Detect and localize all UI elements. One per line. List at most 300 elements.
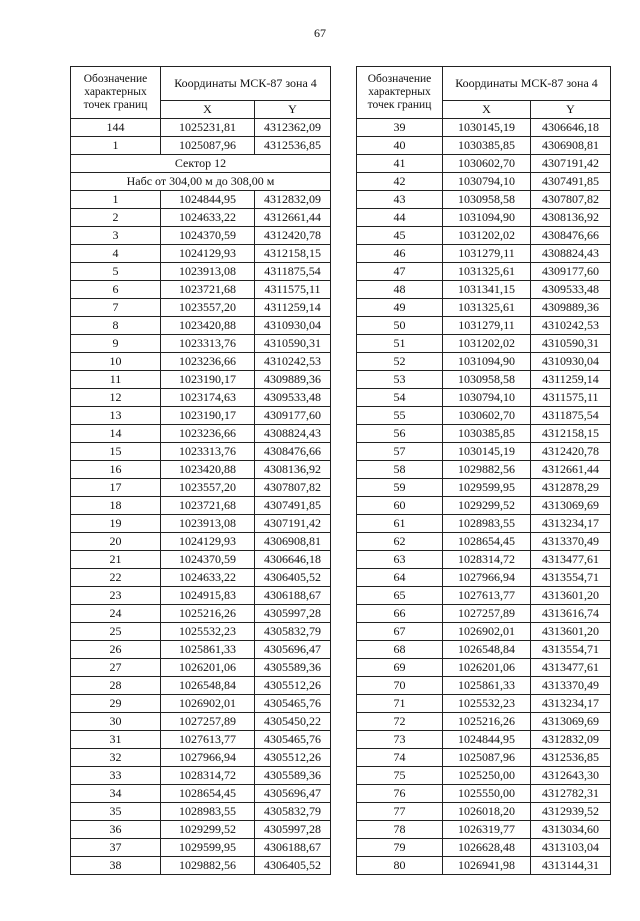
x-coordinate-cell: 1028314,72 <box>161 767 255 785</box>
y-coordinate-cell: 4308136,92 <box>531 209 611 227</box>
x-coordinate-cell: 1023190,17 <box>161 371 255 389</box>
table-row <box>357 659 611 677</box>
y-coordinate-cell: 4305832,79 <box>255 623 331 641</box>
table-row <box>71 533 331 551</box>
x-coordinate-cell: 1027613,77 <box>161 731 255 749</box>
y-coordinate-cell: 4307191,42 <box>531 155 611 173</box>
y-coordinate-cell: 4312420,78 <box>531 443 611 461</box>
y-coordinate-cell: 4310242,53 <box>531 317 611 335</box>
table-row <box>71 551 331 569</box>
x-coordinate-cell: 1029882,56 <box>443 461 531 479</box>
y-coordinate-cell: 4305589,36 <box>255 659 331 677</box>
point-number-cell: 30 <box>71 713 161 731</box>
x-coordinate-cell: 1030602,70 <box>443 407 531 425</box>
y-coordinate-cell: 4305450,22 <box>255 713 331 731</box>
x-coordinate-cell: 1031279,11 <box>443 245 531 263</box>
table-row <box>71 821 331 839</box>
x-coordinate-cell: 1023557,20 <box>161 299 255 317</box>
table-row <box>357 281 611 299</box>
x-coordinate-cell: 1031325,61 <box>443 263 531 281</box>
x-coordinate-cell: 1024915,83 <box>161 587 255 605</box>
point-number-cell: 16 <box>71 461 161 479</box>
point-number-cell: 61 <box>357 515 443 533</box>
point-number-cell: 50 <box>357 317 443 335</box>
x-coordinate-cell: 1025231,81 <box>161 119 255 137</box>
point-number-cell: 47 <box>357 263 443 281</box>
x-coordinate-cell: 1025532,23 <box>443 695 531 713</box>
table-row <box>357 425 611 443</box>
table-row <box>71 857 331 875</box>
y-coordinate-cell: 4308476,66 <box>531 227 611 245</box>
y-coordinate-cell: 4311875,54 <box>255 263 331 281</box>
table-row <box>357 569 611 587</box>
x-coordinate-cell: 1028983,55 <box>443 515 531 533</box>
point-number-cell: 20 <box>71 533 161 551</box>
section-title: Сектор 12 <box>71 155 331 173</box>
y-coordinate-cell: 4311259,14 <box>531 371 611 389</box>
point-number-cell: 73 <box>357 731 443 749</box>
x-coordinate-cell: 1023174,63 <box>161 389 255 407</box>
y-coordinate-cell: 4312643,30 <box>531 767 611 785</box>
y-coordinate-cell: 4313601,20 <box>531 623 611 641</box>
point-number-cell: 24 <box>71 605 161 623</box>
y-coordinate-cell: 4307491,85 <box>531 173 611 191</box>
y-coordinate-cell: 4308136,92 <box>255 461 331 479</box>
table-row <box>71 137 331 155</box>
x-coordinate-cell: 1029882,56 <box>161 857 255 875</box>
y-coordinate-cell: 4306646,18 <box>531 119 611 137</box>
table-row <box>357 299 611 317</box>
table-row <box>71 713 331 731</box>
y-coordinate-cell: 4312158,15 <box>255 245 331 263</box>
table-row <box>357 335 611 353</box>
x-coordinate-cell: 1023721,68 <box>161 497 255 515</box>
point-number-cell: 25 <box>71 623 161 641</box>
y-coordinate-cell: 4313554,71 <box>531 569 611 587</box>
table-row <box>357 857 611 875</box>
header-coords: Координаты МСК-87 зона 4 <box>443 67 611 101</box>
table-row <box>357 749 611 767</box>
table-row <box>71 191 331 209</box>
y-coordinate-cell: 4311575,11 <box>531 389 611 407</box>
point-number-cell: 68 <box>357 641 443 659</box>
point-number-cell: 23 <box>71 587 161 605</box>
point-number-cell: 5 <box>71 263 161 281</box>
point-number-cell: 19 <box>71 515 161 533</box>
header-coords: Координаты МСК-87 зона 4 <box>161 67 331 101</box>
table-row <box>357 407 611 425</box>
y-coordinate-cell: 4311875,54 <box>531 407 611 425</box>
point-number-cell: 80 <box>357 857 443 875</box>
y-coordinate-cell: 4313103,04 <box>531 839 611 857</box>
point-number-cell: 49 <box>357 299 443 317</box>
x-coordinate-cell: 1025216,26 <box>161 605 255 623</box>
point-number-cell: 41 <box>357 155 443 173</box>
table-row <box>71 479 331 497</box>
header-x: X <box>161 101 255 119</box>
x-coordinate-cell: 1026902,01 <box>443 623 531 641</box>
table-row <box>357 173 611 191</box>
y-coordinate-cell: 4305997,28 <box>255 821 331 839</box>
y-coordinate-cell: 4307191,42 <box>255 515 331 533</box>
point-number-cell: 66 <box>357 605 443 623</box>
table-row <box>71 335 331 353</box>
x-coordinate-cell: 1023557,20 <box>161 479 255 497</box>
x-coordinate-cell: 1025861,33 <box>443 677 531 695</box>
point-number-cell: 63 <box>357 551 443 569</box>
coordinates-table-left <box>70 66 331 875</box>
table-row <box>71 749 331 767</box>
y-coordinate-cell: 4305512,26 <box>255 677 331 695</box>
table-row <box>71 407 331 425</box>
x-coordinate-cell: 1029599,95 <box>443 479 531 497</box>
y-coordinate-cell: 4313477,61 <box>531 659 611 677</box>
point-number-cell: 36 <box>71 821 161 839</box>
x-coordinate-cell: 1025532,23 <box>161 623 255 641</box>
x-coordinate-cell: 1027257,89 <box>443 605 531 623</box>
table-row <box>71 605 331 623</box>
x-coordinate-cell: 1028314,72 <box>443 551 531 569</box>
point-number-cell: 3 <box>71 227 161 245</box>
x-coordinate-cell: 1030958,58 <box>443 191 531 209</box>
table-row <box>357 389 611 407</box>
y-coordinate-cell: 4312536,85 <box>255 137 331 155</box>
y-coordinate-cell: 4313069,69 <box>531 497 611 515</box>
y-coordinate-cell: 4310930,04 <box>255 317 331 335</box>
y-coordinate-cell: 4307491,85 <box>255 497 331 515</box>
table-row <box>357 803 611 821</box>
header-y: Y <box>255 101 331 119</box>
y-coordinate-cell: 4305465,76 <box>255 695 331 713</box>
point-number-cell: 4 <box>71 245 161 263</box>
x-coordinate-cell: 1030958,58 <box>443 371 531 389</box>
table-row <box>357 119 611 137</box>
table-row <box>357 209 611 227</box>
x-coordinate-cell: 1026548,84 <box>161 677 255 695</box>
x-coordinate-cell: 1026902,01 <box>161 695 255 713</box>
point-number-cell: 43 <box>357 191 443 209</box>
point-number-cell: 6 <box>71 281 161 299</box>
point-number-cell: 51 <box>357 335 443 353</box>
y-coordinate-cell: 4312158,15 <box>531 425 611 443</box>
x-coordinate-cell: 1025550,00 <box>443 785 531 803</box>
y-coordinate-cell: 4309177,60 <box>531 263 611 281</box>
table-row <box>71 587 331 605</box>
table-row <box>71 641 331 659</box>
x-coordinate-cell: 1027613,77 <box>443 587 531 605</box>
y-coordinate-cell: 4306405,52 <box>255 569 331 587</box>
x-coordinate-cell: 1024844,95 <box>161 191 255 209</box>
x-coordinate-cell: 1024633,22 <box>161 209 255 227</box>
header-row <box>357 67 611 101</box>
x-coordinate-cell: 1030145,19 <box>443 443 531 461</box>
table-row <box>357 317 611 335</box>
x-coordinate-cell: 1025250,00 <box>443 767 531 785</box>
point-number-cell: 17 <box>71 479 161 497</box>
x-coordinate-cell: 1028654,45 <box>161 785 255 803</box>
table-row <box>357 191 611 209</box>
x-coordinate-cell: 1023913,08 <box>161 515 255 533</box>
x-coordinate-cell: 1026941,98 <box>443 857 531 875</box>
y-coordinate-cell: 4309889,36 <box>255 371 331 389</box>
point-number-cell: 1 <box>71 191 161 209</box>
point-number-cell: 64 <box>357 569 443 587</box>
table-row <box>71 695 331 713</box>
table-row <box>71 389 331 407</box>
y-coordinate-cell: 4312832,09 <box>255 191 331 209</box>
y-coordinate-cell: 4312782,31 <box>531 785 611 803</box>
coordinates-table-right <box>356 66 611 875</box>
y-coordinate-cell: 4309177,60 <box>255 407 331 425</box>
table-row <box>357 263 611 281</box>
y-coordinate-cell: 4306188,67 <box>255 839 331 857</box>
table-row <box>71 443 331 461</box>
x-coordinate-cell: 1025216,26 <box>443 713 531 731</box>
x-coordinate-cell: 1023313,76 <box>161 335 255 353</box>
point-number-cell: 54 <box>357 389 443 407</box>
y-coordinate-cell: 4305512,26 <box>255 749 331 767</box>
y-coordinate-cell: 4310242,53 <box>255 353 331 371</box>
point-number-cell: 39 <box>357 119 443 137</box>
table-row <box>357 353 611 371</box>
y-coordinate-cell: 4312536,85 <box>531 749 611 767</box>
y-coordinate-cell: 4309533,48 <box>255 389 331 407</box>
point-number-cell: 7 <box>71 299 161 317</box>
header-row <box>71 67 331 101</box>
point-number-cell: 22 <box>71 569 161 587</box>
point-number-cell: 34 <box>71 785 161 803</box>
point-number-cell: 40 <box>357 137 443 155</box>
point-number-cell: 70 <box>357 677 443 695</box>
y-coordinate-cell: 4313601,20 <box>531 587 611 605</box>
table-row <box>71 767 331 785</box>
point-number-cell: 1 <box>71 137 161 155</box>
table-row <box>357 245 611 263</box>
page-number: 67 <box>314 26 326 40</box>
y-coordinate-cell: 4311259,14 <box>255 299 331 317</box>
point-number-cell: 21 <box>71 551 161 569</box>
table-row <box>357 605 611 623</box>
y-coordinate-cell: 4313616,74 <box>531 605 611 623</box>
table-row <box>357 587 611 605</box>
point-number-cell: 56 <box>357 425 443 443</box>
table-row <box>71 371 331 389</box>
y-coordinate-cell: 4305832,79 <box>255 803 331 821</box>
y-coordinate-cell: 4305696,47 <box>255 785 331 803</box>
x-coordinate-cell: 1023236,66 <box>161 353 255 371</box>
table-row <box>71 731 331 749</box>
y-coordinate-cell: 4308824,43 <box>531 245 611 263</box>
table-row <box>71 425 331 443</box>
y-coordinate-cell: 4306908,81 <box>255 533 331 551</box>
y-coordinate-cell: 4311575,11 <box>255 281 331 299</box>
point-number-cell: 27 <box>71 659 161 677</box>
point-number-cell: 2 <box>71 209 161 227</box>
table-row <box>71 677 331 695</box>
table-row <box>357 551 611 569</box>
x-coordinate-cell: 1030794,10 <box>443 173 531 191</box>
table-row <box>71 119 331 137</box>
x-coordinate-cell: 1026319,77 <box>443 821 531 839</box>
point-number-cell: 55 <box>357 407 443 425</box>
x-coordinate-cell: 1030794,10 <box>443 389 531 407</box>
x-coordinate-cell: 1023913,08 <box>161 263 255 281</box>
y-coordinate-cell: 4306646,18 <box>255 551 331 569</box>
y-coordinate-cell: 4312939,52 <box>531 803 611 821</box>
table-row <box>357 695 611 713</box>
y-coordinate-cell: 4310590,31 <box>531 335 611 353</box>
point-number-cell: 28 <box>71 677 161 695</box>
x-coordinate-cell: 1031325,61 <box>443 299 531 317</box>
table-row <box>71 515 331 533</box>
y-coordinate-cell: 4305696,47 <box>255 641 331 659</box>
y-coordinate-cell: 4313477,61 <box>531 551 611 569</box>
x-coordinate-cell: 1026201,06 <box>443 659 531 677</box>
y-coordinate-cell: 4313069,69 <box>531 713 611 731</box>
point-number-cell: 62 <box>357 533 443 551</box>
x-coordinate-cell: 1026201,06 <box>161 659 255 677</box>
section-subtitle: Набс от 304,00 м до 308,00 м <box>71 173 331 191</box>
table-row <box>71 245 331 263</box>
point-number-cell: 78 <box>357 821 443 839</box>
point-number-cell: 31 <box>71 731 161 749</box>
y-coordinate-cell: 4308476,66 <box>255 443 331 461</box>
x-coordinate-cell: 1030602,70 <box>443 155 531 173</box>
point-number-cell: 76 <box>357 785 443 803</box>
point-number-cell: 144 <box>71 119 161 137</box>
table-row <box>71 281 331 299</box>
x-coordinate-cell: 1026628,48 <box>443 839 531 857</box>
y-coordinate-cell: 4306188,67 <box>255 587 331 605</box>
point-number-cell: 69 <box>357 659 443 677</box>
table-row <box>71 209 331 227</box>
x-coordinate-cell: 1029299,52 <box>443 497 531 515</box>
x-coordinate-cell: 1023313,76 <box>161 443 255 461</box>
header-x: X <box>443 101 531 119</box>
x-coordinate-cell: 1029299,52 <box>161 821 255 839</box>
point-number-cell: 42 <box>357 173 443 191</box>
y-coordinate-cell: 4313370,49 <box>531 533 611 551</box>
point-number-cell: 48 <box>357 281 443 299</box>
table-row <box>357 821 611 839</box>
y-coordinate-cell: 4312362,09 <box>255 119 331 137</box>
table-row <box>357 767 611 785</box>
table-row <box>357 155 611 173</box>
x-coordinate-cell: 1030145,19 <box>443 119 531 137</box>
x-coordinate-cell: 1031202,02 <box>443 227 531 245</box>
point-number-cell: 13 <box>71 407 161 425</box>
point-number-cell: 44 <box>357 209 443 227</box>
point-number-cell: 59 <box>357 479 443 497</box>
point-number-cell: 60 <box>357 497 443 515</box>
table-row <box>71 299 331 317</box>
y-coordinate-cell: 4312878,29 <box>531 479 611 497</box>
x-coordinate-cell: 1024844,95 <box>443 731 531 749</box>
table-row <box>71 317 331 335</box>
x-coordinate-cell: 1031202,02 <box>443 335 531 353</box>
y-coordinate-cell: 4312832,09 <box>531 731 611 749</box>
y-coordinate-cell: 4313370,49 <box>531 677 611 695</box>
point-number-cell: 65 <box>357 587 443 605</box>
point-number-cell: 46 <box>357 245 443 263</box>
y-coordinate-cell: 4307807,82 <box>531 191 611 209</box>
y-coordinate-cell: 4313144,31 <box>531 857 611 875</box>
point-number-cell: 72 <box>357 713 443 731</box>
x-coordinate-cell: 1024370,59 <box>161 227 255 245</box>
y-coordinate-cell: 4307807,82 <box>255 479 331 497</box>
point-number-cell: 26 <box>71 641 161 659</box>
header-y: Y <box>531 101 611 119</box>
y-coordinate-cell: 4305465,76 <box>255 731 331 749</box>
y-coordinate-cell: 4312661,44 <box>255 209 331 227</box>
y-coordinate-cell: 4313554,71 <box>531 641 611 659</box>
table-row <box>357 515 611 533</box>
x-coordinate-cell: 1024129,93 <box>161 245 255 263</box>
table-row <box>357 839 611 857</box>
x-coordinate-cell: 1028983,55 <box>161 803 255 821</box>
point-number-cell: 33 <box>71 767 161 785</box>
x-coordinate-cell: 1026018,20 <box>443 803 531 821</box>
x-coordinate-cell: 1025861,33 <box>161 641 255 659</box>
table-row <box>71 353 331 371</box>
point-number-cell: 71 <box>357 695 443 713</box>
point-number-cell: 8 <box>71 317 161 335</box>
table-row <box>71 623 331 641</box>
point-number-cell: 11 <box>71 371 161 389</box>
section-subtitle-row <box>71 173 331 191</box>
point-number-cell: 77 <box>357 803 443 821</box>
point-number-cell: 29 <box>71 695 161 713</box>
point-number-cell: 18 <box>71 497 161 515</box>
point-number-cell: 12 <box>71 389 161 407</box>
x-coordinate-cell: 1027966,94 <box>443 569 531 587</box>
table-row <box>357 677 611 695</box>
table-row <box>71 803 331 821</box>
x-coordinate-cell: 1024370,59 <box>161 551 255 569</box>
point-number-cell: 37 <box>71 839 161 857</box>
x-coordinate-cell: 1023721,68 <box>161 281 255 299</box>
table-row <box>71 569 331 587</box>
table-row <box>71 497 331 515</box>
y-coordinate-cell: 4305589,36 <box>255 767 331 785</box>
y-coordinate-cell: 4313034,60 <box>531 821 611 839</box>
x-coordinate-cell: 1025087,96 <box>161 137 255 155</box>
table-row <box>357 641 611 659</box>
point-number-cell: 57 <box>357 443 443 461</box>
table-row <box>357 137 611 155</box>
x-coordinate-cell: 1023420,88 <box>161 461 255 479</box>
y-coordinate-cell: 4308824,43 <box>255 425 331 443</box>
header-designation: Обозначение характерных точек границ <box>71 67 161 119</box>
table-row <box>357 443 611 461</box>
table-row <box>357 461 611 479</box>
x-coordinate-cell: 1029599,95 <box>161 839 255 857</box>
y-coordinate-cell: 4312661,44 <box>531 461 611 479</box>
table-row <box>357 731 611 749</box>
table-row <box>357 497 611 515</box>
table-row <box>71 461 331 479</box>
y-coordinate-cell: 4305997,28 <box>255 605 331 623</box>
table-row <box>71 227 331 245</box>
y-coordinate-cell: 4312420,78 <box>255 227 331 245</box>
y-coordinate-cell: 4310590,31 <box>255 335 331 353</box>
point-number-cell: 14 <box>71 425 161 443</box>
header-designation: Обозначение характерных точек границ <box>357 67 443 119</box>
table-row <box>357 371 611 389</box>
table-row <box>357 227 611 245</box>
x-coordinate-cell: 1031341,15 <box>443 281 531 299</box>
x-coordinate-cell: 1031094,90 <box>443 353 531 371</box>
